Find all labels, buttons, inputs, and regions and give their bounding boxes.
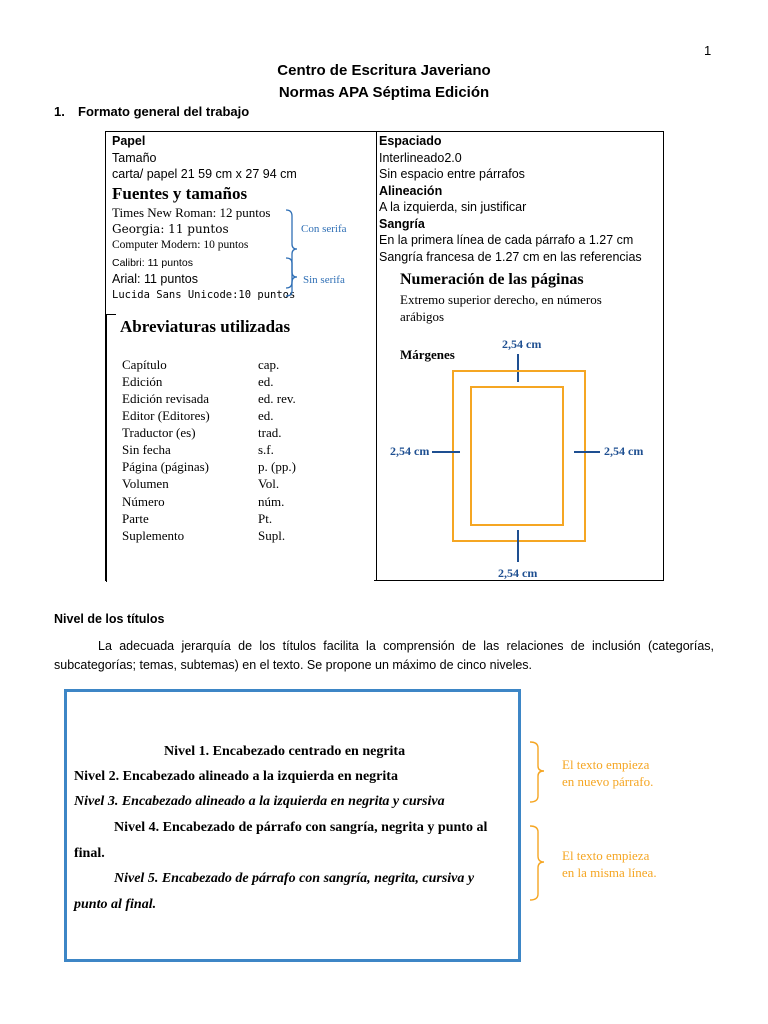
- document-title: Centro de Escritura Javeriano: [277, 62, 491, 79]
- margin-right-label: 2,54 cm: [604, 444, 644, 458]
- column-divider: [376, 132, 377, 580]
- font-line-times: Times New Roman: 12 puntos: [112, 205, 271, 220]
- heading-levels-box: [64, 689, 521, 962]
- level-3-example: Nivel 3. Encabezado alineado a la izquierda en negrita y cursiva: [74, 794, 445, 809]
- margin-left-label: 2,54 cm: [390, 444, 430, 458]
- page-number: 1: [704, 43, 712, 58]
- level-note-same-line: El texto empieza en la misma línea.: [562, 848, 657, 880]
- font-line-lucida: Lucida Sans Unicode:10 puntos: [112, 289, 296, 301]
- paper-heading: Papel: [112, 134, 146, 148]
- fonts-title: Fuentes y tamaños: [112, 184, 248, 203]
- margin-left-tick: [432, 451, 460, 453]
- level-4-example: Nivel 4. Encabezado de párrafo con sangría, negrita y punto al: [114, 820, 488, 835]
- paper-size-label: Tamaño: [112, 150, 157, 165]
- page-numbering-block: [400, 271, 660, 325]
- spacing-heading: Espaciado: [379, 134, 442, 148]
- indent-line: Sangría francesa de 1.27 cm en las referencias: [379, 249, 642, 264]
- section-heading: [54, 104, 249, 119]
- serif-note: Con serifa: [301, 223, 347, 235]
- level-4-example-end: final.: [74, 846, 105, 861]
- font-line-georgia: Georgia: 11 puntos: [112, 222, 229, 236]
- indent-heading: Sangría: [379, 216, 425, 231]
- abbreviations-list: Capítulo cap. Edición ed. Edición revisada ed. rev. Editor (Editores) ed. Traductor (es) trad. Sin fecha s.f. Página (páginas) p. (pp.) Volumen Vol. Número núm. Parte Pt. Suplemento Supl.: [122, 357, 296, 543]
- indent-line: En la primera línea de cada párrafo a 1.27 cm: [379, 233, 634, 247]
- section-number: 1.: [54, 104, 65, 119]
- bracket-icon: [528, 824, 548, 902]
- titles-heading: Nivel de los títulos: [54, 612, 165, 626]
- font-line-calibri: Calibri: 11 puntos: [112, 257, 193, 269]
- level-5-example: Nivel 5. Encabezado de párrafo con sangría, negrita, cursiva y: [114, 871, 475, 886]
- section-heading-text: Formato general del trabajo: [78, 104, 250, 119]
- bracket-icon: [528, 740, 548, 804]
- sans-note: Sin serifa: [303, 274, 345, 286]
- spacing-line: Sin espacio entre párrafos: [379, 167, 525, 181]
- margin-bottom-tick: [517, 530, 519, 562]
- font-line-arial: Arial: 11 puntos: [112, 272, 198, 286]
- level-note-new-paragraph: El texto empieza en nuevo párrafo.: [562, 757, 654, 789]
- page-numbering-text: Extremo superior derecho, en números arábigos: [400, 292, 602, 324]
- font-line-computer-modern: Computer Modern: 10 puntos: [112, 239, 249, 251]
- margins-title: Márgenes: [400, 347, 455, 362]
- titles-paragraph: La adecuada jerarquía de los títulos facilita la comprensión de las relaciones de inclusión (categorías, subcategorías; temas, subtemas) en el texto. Se propone un máximo de cinco niveles.: [54, 639, 714, 672]
- format-table: [105, 131, 664, 581]
- paper-size-value: carta/ papel 21 59 cm x 27 94 cm: [112, 167, 297, 181]
- alignment-line: A la izquierda, sin justificar: [379, 200, 527, 214]
- level-1-example: Nivel 1. Encabezado centrado en negrita: [164, 744, 406, 759]
- margin-right-tick: [574, 451, 600, 453]
- level-2-example: Nivel 2. Encabezado alineado a la izquierda en negrita: [74, 769, 398, 784]
- margin-bottom-label: 2,54 cm: [498, 566, 538, 580]
- level-5-example-end: punto al final.: [74, 897, 157, 912]
- spacing-cell: [379, 133, 661, 265]
- page-inner-margin: [470, 386, 564, 526]
- margin-top-label: 2,54 cm: [502, 337, 542, 351]
- abbreviations-title: Abreviaturas utilizadas: [120, 317, 291, 336]
- document-subtitle: Normas APA Séptima Edición: [278, 84, 490, 101]
- page-numbering-title: Numeración de las páginas: [400, 271, 584, 288]
- spacing-line: Interlineado2.0: [379, 150, 462, 165]
- alignment-heading: Alineación: [379, 183, 443, 198]
